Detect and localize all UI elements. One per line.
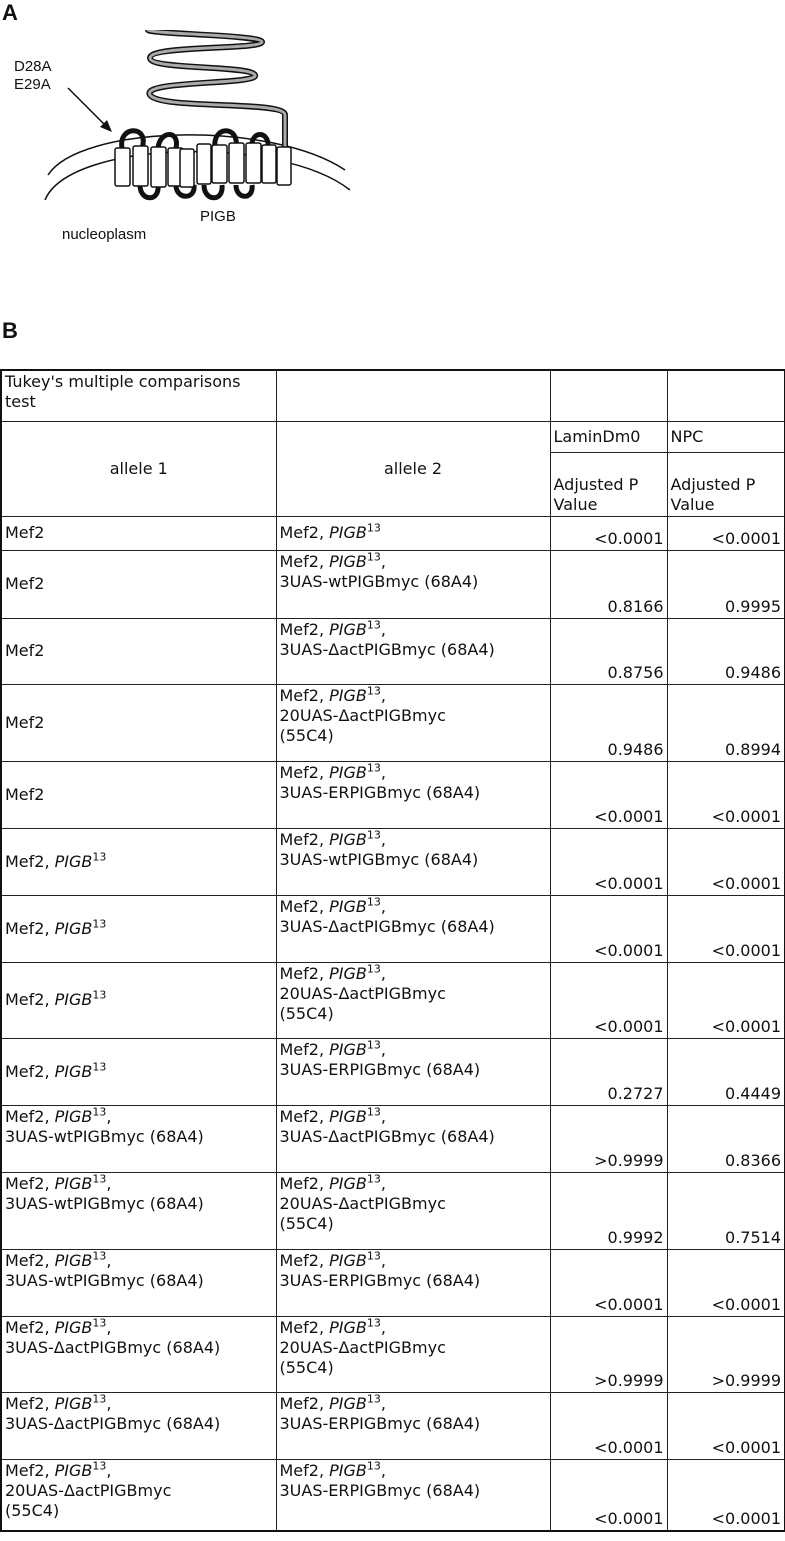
- allele-line: 3UAS-ΔactPIGBmyc (68A4): [279, 1126, 495, 1146]
- lamin-pvalue-cell: <0.0001: [550, 1249, 667, 1316]
- allele-line: 20UAS-ΔactPIGBmyc: [279, 705, 446, 725]
- allele-line: 3UAS-ERPIGBmyc (68A4): [279, 1059, 481, 1079]
- allele-line: 3UAS-wtPIGBmyc (68A4): [279, 571, 479, 591]
- mutation-label-d28a: D28A: [14, 58, 52, 75]
- allele-superscript: 13: [366, 828, 381, 842]
- allele-line: (55C4): [279, 725, 334, 745]
- npc-pvalue-cell: 0.8366: [667, 1105, 785, 1172]
- lamin-pvalue-cell: <0.0001: [550, 828, 667, 895]
- gene-name: PIGB: [329, 1250, 367, 1270]
- pigb-label: PIGB: [200, 208, 236, 225]
- allele-line: Mef2, PIGB$^{13}$,: [5, 1105, 112, 1126]
- allele-line: Mef2, PIGB$^{13}$,: [279, 895, 386, 916]
- allele-line: (55C4): [5, 1500, 60, 1520]
- allele-line: Mef2, PIGB$^{13}$,: [279, 1392, 386, 1413]
- allele-line: Mef2: [5, 523, 45, 542]
- npc-pvalue-cell: <0.0001: [667, 1392, 785, 1459]
- table-row: [1, 1459, 785, 1531]
- allele2-cell: [276, 618, 550, 684]
- allele1-cell: [1, 962, 276, 1038]
- gene-name: PIGB: [329, 1106, 367, 1126]
- lamin-pvalue-cell: <0.0001: [550, 1459, 667, 1531]
- npc-pvalue-cell: <0.0001: [667, 1249, 785, 1316]
- allele-line: Mef2, PIGB$^{13}$,: [279, 828, 386, 849]
- allele2-cell: [276, 1172, 550, 1249]
- panel-label-b: B: [2, 318, 18, 343]
- gene-name: PIGB: [54, 1460, 93, 1480]
- npc-pvalue-cell: <0.0001: [667, 828, 785, 895]
- table-row: [1, 962, 785, 1038]
- allele1-cell: [1, 684, 276, 761]
- table-row: [1, 618, 785, 684]
- table-row: [1, 684, 785, 761]
- allele-superscript: 13: [366, 1105, 381, 1119]
- tukey-comparisons-table: [0, 369, 785, 1532]
- lamin-pvalue-cell: <0.0001: [550, 962, 667, 1038]
- allele-superscript: 13: [92, 1060, 107, 1074]
- allele-line: 3UAS-ΔactPIGBmyc (68A4): [279, 639, 495, 659]
- table-row: [1, 1316, 785, 1392]
- allele-line: Mef2, PIGB$^{13}$,: [5, 1172, 112, 1193]
- npc-pvalue-cell: <0.0001: [667, 1459, 785, 1531]
- lamin-pvalue-cell: >0.9999: [550, 1105, 667, 1172]
- allele-line: Mef2, PIGB$^{13}$,: [279, 1316, 386, 1337]
- allele1-cell: [1, 1172, 276, 1249]
- lamin-pvalue-cell: <0.0001: [550, 761, 667, 828]
- npc-pvalue-cell: 0.8994: [667, 684, 785, 761]
- allele-line: Mef2, PIGB$^{13}$,: [279, 1249, 386, 1270]
- transmembrane-helices: [115, 143, 291, 187]
- arrow-line: [68, 88, 108, 128]
- allele-superscript: 13: [92, 1172, 107, 1186]
- allele2-header: allele 2: [276, 421, 550, 516]
- gene-name: PIGB: [54, 1061, 93, 1081]
- adj-label: Adjusted P Value: [670, 474, 756, 514]
- allele-line: (55C4): [279, 1003, 334, 1023]
- allele2-cell: [276, 1392, 550, 1459]
- lamin-pvalue-cell: <0.0001: [550, 895, 667, 962]
- table-row: [1, 1392, 785, 1459]
- allele1-cell: [1, 1038, 276, 1105]
- allele-superscript: 13: [366, 1038, 381, 1052]
- allele2-cell: [276, 516, 550, 550]
- lamin-header: LaminDm0: [550, 421, 667, 452]
- gene-name: PIGB: [329, 1317, 367, 1337]
- allele2-cell: [276, 1316, 550, 1392]
- table-row: [1, 828, 785, 895]
- gene-name: PIGB: [329, 762, 367, 782]
- allele2-cell: [276, 895, 550, 962]
- gene-name: PIGB: [54, 1393, 93, 1413]
- allele2-cell: [276, 761, 550, 828]
- allele-line: Mef2, PIGB$^{13}$,: [279, 1459, 386, 1480]
- allele-superscript: 13: [366, 962, 381, 976]
- allele-superscript: 13: [366, 521, 381, 535]
- allele2-cell: [276, 550, 550, 618]
- gene-name: PIGB: [329, 963, 367, 983]
- allele-superscript: 13: [366, 895, 381, 909]
- allele-superscript: 13: [366, 1249, 381, 1263]
- gene-name: PIGB: [54, 1250, 93, 1270]
- allele2-cell: [276, 1249, 550, 1316]
- allele1-cell: [1, 761, 276, 828]
- allele-superscript: 13: [92, 1105, 107, 1119]
- allele-line: 3UAS-wtPIGBmyc (68A4): [5, 1270, 204, 1290]
- table-row: [1, 1249, 785, 1316]
- allele-line: Mef2: [5, 641, 45, 660]
- allele-line: Mef2: [5, 712, 45, 732]
- allele-line: Mef2, PIGB$^{13}$,: [5, 1392, 112, 1413]
- gene-name: PIGB: [329, 1039, 367, 1059]
- allele-line: 3UAS-ERPIGBmyc (68A4): [279, 1413, 481, 1433]
- allele-line: Mef2, PIGB$^{13}$: [5, 988, 107, 1009]
- table-row: [1, 761, 785, 828]
- lamin-pvalue-cell: <0.0001: [550, 1392, 667, 1459]
- table-title-row: [1, 370, 785, 421]
- allele1-header: allele 1: [1, 421, 276, 516]
- header-row-1: [1, 421, 785, 452]
- allele-line: Mef2, PIGB$^{13}$,: [279, 962, 386, 983]
- allele-line: 3UAS-ERPIGBmyc (68A4): [279, 782, 481, 802]
- panel-label-a: A: [2, 0, 18, 25]
- allele1-cell: [1, 1316, 276, 1392]
- allele-line: Mef2, PIGB$^{13}$: [5, 850, 107, 871]
- adj-label: Adjusted P Value: [553, 474, 639, 514]
- npc-pvalue-cell: <0.0001: [667, 962, 785, 1038]
- npc-pvalue-cell: 0.7514: [667, 1172, 785, 1249]
- gene-name: PIGB: [329, 896, 367, 916]
- nucleoplasm-label: nucleoplasm: [62, 226, 147, 243]
- allele-superscript: 13: [92, 988, 107, 1002]
- npc-header: NPC: [667, 421, 785, 452]
- allele-line: 20UAS-ΔactPIGBmyc: [5, 1480, 172, 1500]
- gene-name: PIGB: [54, 990, 93, 1009]
- allele-line: Mef2, PIGB$^{13}$,: [279, 550, 386, 571]
- allele-line: Mef2, PIGB$^{13}$,: [5, 1249, 112, 1270]
- pigb-topology-diagram: [0, 30, 360, 260]
- npc-pvalue-cell: <0.0001: [667, 895, 785, 962]
- gene-name: PIGB: [54, 851, 93, 871]
- allele-superscript: 13: [366, 684, 381, 698]
- allele-line: Mef2: [5, 574, 45, 593]
- gene-name: PIGB: [329, 551, 367, 571]
- lamin-pvalue-cell: >0.9999: [550, 1316, 667, 1392]
- allele-superscript: 13: [92, 1316, 107, 1330]
- allele-superscript: 13: [92, 1459, 107, 1473]
- allele-line: 20UAS-ΔactPIGBmyc: [279, 1337, 446, 1357]
- allele1-cell: [1, 895, 276, 962]
- mutation-label-e29a: E29A: [14, 76, 51, 93]
- allele-superscript: 13: [366, 1459, 381, 1473]
- allele1-cell: [1, 1392, 276, 1459]
- npc-pvalue-cell: 0.4449: [667, 1038, 785, 1105]
- allele-superscript: 13: [366, 1172, 381, 1186]
- allele2-cell: [276, 1105, 550, 1172]
- gene-name: PIGB: [329, 685, 367, 705]
- gene-name: PIGB: [329, 619, 367, 639]
- table-row: [1, 1172, 785, 1249]
- npc-pvalue-cell: 0.9486: [667, 618, 785, 684]
- allele1-cell: [1, 1249, 276, 1316]
- allele2-cell: [276, 962, 550, 1038]
- allele-line: Mef2, PIGB$^{13}$,: [279, 684, 386, 705]
- allele1-cell: [1, 550, 276, 618]
- lamin-pvalue-cell: 0.9486: [550, 684, 667, 761]
- allele-line: Mef2, PIGB$^{13}$,: [279, 1172, 386, 1193]
- allele-superscript: 13: [92, 1249, 107, 1263]
- gene-name: PIGB: [329, 523, 367, 542]
- allele-line: 3UAS-ΔactPIGBmyc (68A4): [279, 916, 495, 936]
- gene-name: PIGB: [54, 1106, 93, 1126]
- allele-superscript: 13: [92, 1392, 107, 1406]
- allele-line: 20UAS-ΔactPIGBmyc: [279, 1193, 446, 1213]
- allele1-cell: [1, 1459, 276, 1531]
- table-row: [1, 516, 785, 550]
- allele-superscript: 13: [366, 1392, 381, 1406]
- npc-pvalue-cell: <0.0001: [667, 516, 785, 550]
- gene-name: PIGB: [329, 1393, 367, 1413]
- allele-line: Mef2, PIGB$^{13}$,: [279, 1038, 386, 1059]
- allele-line: 3UAS-wtPIGBmyc (68A4): [279, 849, 479, 869]
- allele-line: 3UAS-wtPIGBmyc (68A4): [5, 1193, 204, 1213]
- allele-line: 3UAS-wtPIGBmyc (68A4): [5, 1126, 204, 1146]
- allele-superscript: 13: [366, 618, 381, 632]
- lamin-pvalue-cell: 0.2727: [550, 1038, 667, 1105]
- lamin-adj-header: [550, 452, 667, 516]
- npc-pvalue-cell: 0.9995: [667, 550, 785, 618]
- gene-name: PIGB: [329, 1460, 367, 1480]
- allele1-cell: [1, 828, 276, 895]
- table-row: [1, 1038, 785, 1105]
- allele2-cell: [276, 828, 550, 895]
- lamin-pvalue-cell: <0.0001: [550, 516, 667, 550]
- allele-line: 20UAS-ΔactPIGBmyc: [279, 983, 446, 1003]
- lamin-pvalue-cell: 0.8756: [550, 618, 667, 684]
- allele-line: 3UAS-ΔactPIGBmyc (68A4): [5, 1337, 221, 1357]
- npc-pvalue-cell: <0.0001: [667, 761, 785, 828]
- allele2-cell: [276, 684, 550, 761]
- allele2-cell: [276, 1459, 550, 1531]
- allele-superscript: 13: [92, 917, 107, 931]
- table-row: [1, 895, 785, 962]
- gene-name: PIGB: [329, 1173, 367, 1193]
- allele1-cell: [1, 1105, 276, 1172]
- allele-line: Mef2, PIGB$^{13}$,: [5, 1316, 112, 1337]
- allele1-cell: [1, 618, 276, 684]
- allele-line: Mef2, PIGB$^{13}$,: [5, 1459, 112, 1480]
- allele-line: 3UAS-ΔactPIGBmyc (68A4): [5, 1413, 221, 1433]
- allele-line: Mef2, PIGB$^{13}$: [279, 521, 381, 542]
- allele-superscript: 13: [366, 1316, 381, 1330]
- gene-name: PIGB: [54, 1317, 93, 1337]
- allele1-cell: [1, 516, 276, 550]
- allele-line: Mef2, PIGB$^{13}$: [5, 917, 107, 938]
- allele-line: Mef2, PIGB$^{13}$,: [279, 1105, 386, 1126]
- lamin-pvalue-cell: 0.9992: [550, 1172, 667, 1249]
- allele-line: 3UAS-ERPIGBmyc (68A4): [279, 1270, 481, 1290]
- allele-line: 3UAS-ERPIGBmyc (68A4): [279, 1480, 481, 1500]
- allele-line: (55C4): [279, 1357, 334, 1377]
- table-row: [1, 550, 785, 618]
- allele-line: Mef2, PIGB$^{13}$,: [279, 618, 386, 639]
- allele-line: (55C4): [279, 1213, 334, 1233]
- allele2-cell: [276, 1038, 550, 1105]
- npc-adj-header: [667, 452, 785, 516]
- gene-name: PIGB: [54, 1173, 93, 1193]
- allele-superscript: 13: [366, 550, 381, 564]
- lamin-pvalue-cell: 0.8166: [550, 550, 667, 618]
- allele-superscript: 13: [92, 850, 107, 864]
- allele-superscript: 13: [366, 761, 381, 775]
- table-row: [1, 1105, 785, 1172]
- allele-line: Mef2, PIGB$^{13}$,: [279, 761, 386, 782]
- gene-name: PIGB: [329, 829, 367, 849]
- gene-name: PIGB: [54, 918, 93, 938]
- npc-pvalue-cell: >0.9999: [667, 1316, 785, 1392]
- table-title-cell: Tukey's multiple comparisons test: [1, 370, 276, 421]
- allele-line: Mef2: [5, 784, 45, 804]
- allele-line: Mef2, PIGB$^{13}$: [5, 1060, 107, 1081]
